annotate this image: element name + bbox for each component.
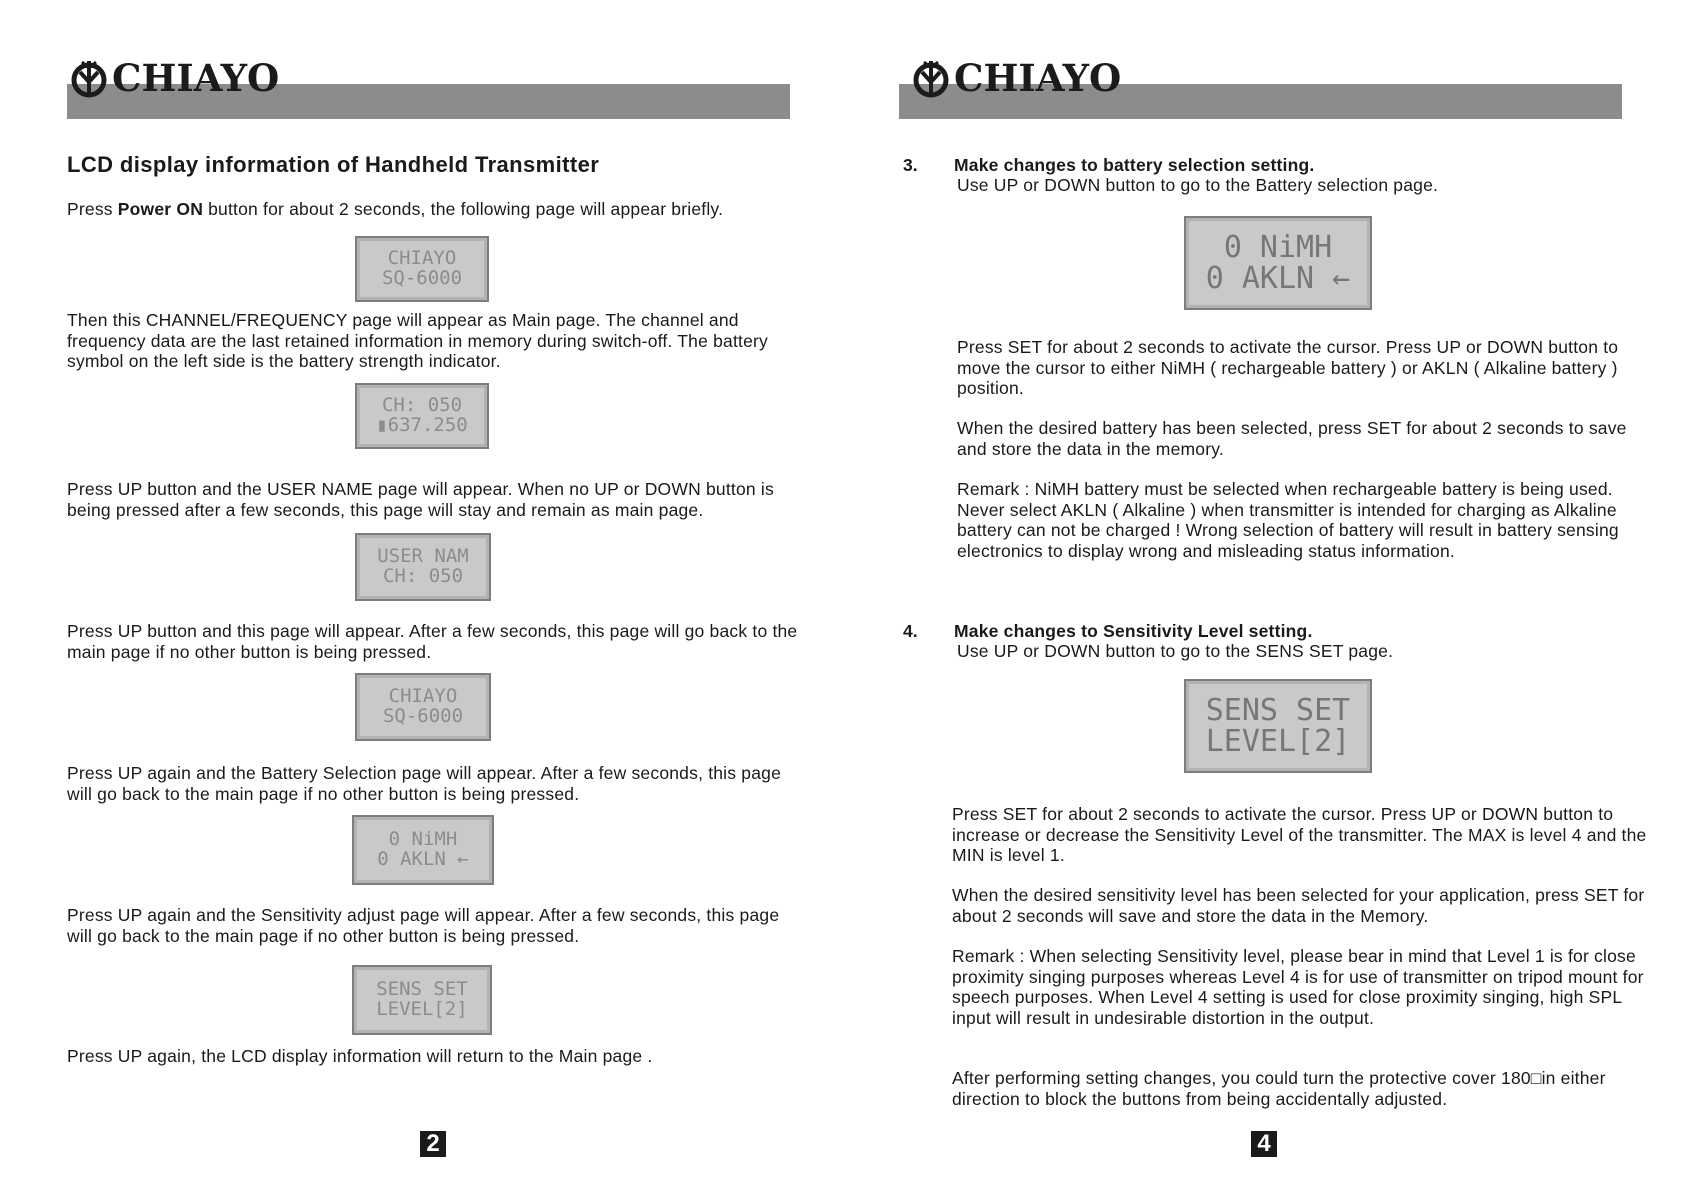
page-number: 2 <box>420 1131 446 1157</box>
step-3-subtitle: Use UP or DOWN button to go to the Battery selection page. <box>957 175 1439 195</box>
sensitivity-adjust-paragraph: Press UP again and the Sensitivity adjust page will appear. After a few seconds, this page will go back to the main page if no other button is being pressed. <box>67 905 780 946</box>
left-page <box>0 0 841 1191</box>
lcd-line: 0 AKLN ← <box>377 848 469 870</box>
step-4-save: When the desired sensitivity level has been selected for your application, press SET for about 2 seconds will save and store the data in the Memory. <box>952 885 1645 926</box>
step-4-remark: Remark : When selecting Sensitivity level, please bear in mind that Level 1 is for close proximity singing purposes whereas Level 4 is for use of transmitter on tripod mount for speech purposes. When Level 4 setting is used for close proximity singing, high SPL input will result in undesirable distortion in the output. <box>952 946 1644 1028</box>
page-heading: LCD display information of Handheld Transmitter <box>67 152 600 177</box>
step-3-instructions: Press SET for about 2 seconds to activate the cursor. Press UP or DOWN button to move the cursor to either NiMH ( rechargeable battery ) or AKLN ( Alkaline battery ) position. <box>957 337 1619 398</box>
lcd-line: LEVEL[2] <box>1205 724 1351 759</box>
logo-text: CHIAYO <box>954 55 1122 100</box>
lcd-screen-battery-large <box>1184 216 1372 310</box>
lcd-line: 0 AKLN ← <box>1205 261 1351 296</box>
protective-cover-note: After performing setting changes, you could turn the protective cover 180□in either direction to block the buttons from being accidentally adjusted. <box>952 1068 1606 1109</box>
lcd-screen-user-name <box>355 533 491 601</box>
lcd-line: 0 NiMH <box>388 828 458 851</box>
step-3-remark: Remark : NiMH battery must be selected when rechargeable battery is being used. Never select AKLN ( Alkaline ) when transmitter is intended for charging as Alkaline battery can not be charged ! Wrong selection of battery will result in battery sensing electronics to display wrong and misleading status information. <box>957 479 1619 561</box>
lcd-line: SENS SET <box>1205 692 1351 728</box>
step-4-title: Make changes to Sensitivity Level setting. <box>954 621 1313 641</box>
lcd-screen-model <box>355 673 491 741</box>
step-4-instructions: Press SET for about 2 seconds to activate the cursor. Press UP or DOWN button to increase or decrease the Sensitivity Level of the transmitter. The MAX is level 4 and the MIN is level 1. <box>952 804 1647 865</box>
power-on-label: Power ON <box>117 199 204 219</box>
lcd-line: CH: 050 <box>382 565 464 587</box>
brand-logo <box>912 55 1121 101</box>
chiayo-emblem-icon <box>70 58 108 98</box>
user-name-paragraph: Press UP button and the USER NAME page will appear. When no UP or DOWN button is being pressed after a few seconds, this page will stay and remain as main page. <box>67 479 774 520</box>
page-number: 4 <box>1251 1131 1277 1157</box>
battery-selection-paragraph: Press UP again and the Battery Selection page will appear. After a few seconds, this page will go back to the main page if no other button is being pressed. <box>67 763 782 804</box>
main-page-paragraph: Then this CHANNEL/FREQUENCY page will appear as Main page. The channel and frequency data are the last retained information in memory during switch-off. The battery symbol on the left side is the battery strength indicator. <box>67 310 768 371</box>
lcd-line: CH: 050 <box>381 394 463 417</box>
lcd-screen-battery <box>352 815 494 885</box>
lcd-line: 0 NiMH <box>1223 229 1333 265</box>
intro-paragraph: Press Power ON button for about 2 seconds, the following page will appear briefly. <box>67 199 724 219</box>
lcd-line: SQ-6000 <box>381 267 463 289</box>
lcd-line: CHIAYO <box>388 685 458 708</box>
lcd-screen-startup <box>355 236 489 302</box>
return-main-paragraph: Press UP again, the LCD display information will return to the Main page . <box>67 1046 653 1066</box>
lcd-line: SENS SET <box>376 978 468 1001</box>
step-3-number: 3. <box>903 155 918 175</box>
step-4-subtitle: Use UP or DOWN button to go to the SENS SET page. <box>957 641 1394 661</box>
lcd-line: CHIAYO <box>387 247 457 270</box>
step-3-save: When the desired battery has been selected, press SET for about 2 seconds to save and store the data in the memory. <box>957 418 1627 459</box>
lcd-line: LEVEL[2] <box>376 998 468 1020</box>
step-4-number: 4. <box>903 621 918 641</box>
back-to-main-paragraph: Press UP button and this page will appear. After a few seconds, this page will go back to the main page if no other button is being pressed. <box>67 621 798 662</box>
step-3-title: Make changes to battery selection setting. <box>954 155 1315 175</box>
right-page <box>842 0 1683 1191</box>
lcd-screen-sensitivity-large <box>1184 679 1372 773</box>
lcd-screen-main <box>355 383 489 449</box>
lcd-screen-sensitivity <box>352 965 492 1035</box>
lcd-line: USER NAM <box>377 545 469 568</box>
chiayo-emblem-icon <box>912 58 950 98</box>
lcd-line: SQ-6000 <box>382 705 464 727</box>
logo-text: CHIAYO <box>112 55 280 100</box>
lcd-line: ▮637.250 <box>376 414 468 436</box>
brand-logo <box>70 55 279 101</box>
